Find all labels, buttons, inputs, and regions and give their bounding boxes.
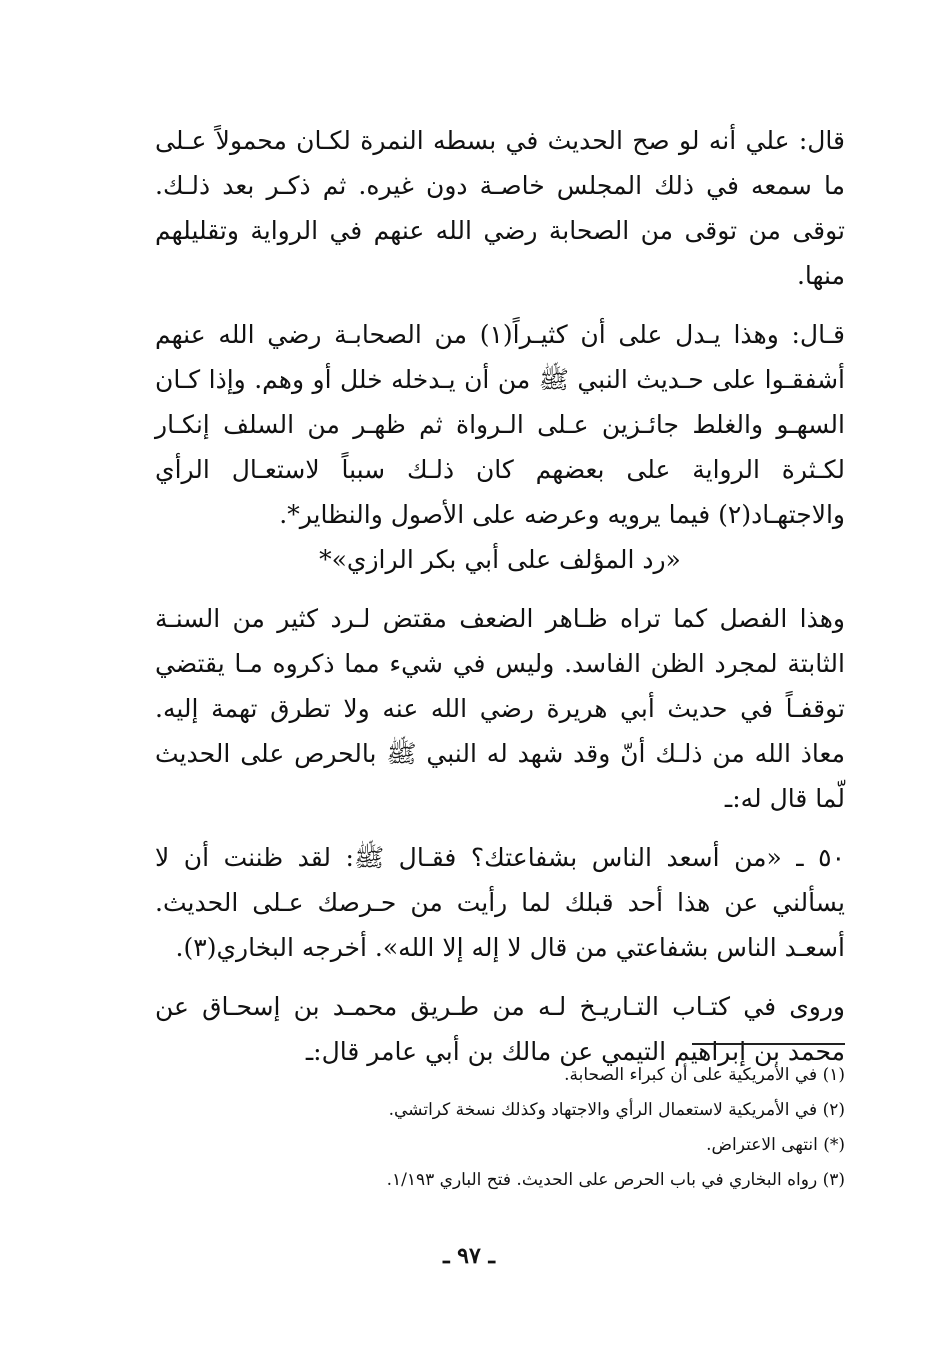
footnote-divider: [692, 1043, 845, 1045]
paragraph-1: قال: علي أنه لو صح الحديث في بسطه النمرة لكـان محمولاً عـلى ما سمعه في ذلك المجلس خاصـة دون غيره. ثم ذكـر بعد ذلـك. توقى من توقى من الصحابة رضي الله عنهم في الرواية وتقليلهم منها.: [155, 126, 845, 290]
footnote-2: (٢) في الأمريكية لاستعمال الرأي والاجتهاد وكذلك نسخة كراتشي.: [388, 1100, 845, 1120]
footnote-1: (١) في الأمريكية على أن كبراء الصحابة.: [564, 1065, 845, 1085]
footnote-3: (*) انتهى الاعتراض.: [706, 1135, 845, 1155]
paragraph-2: قـال: وهذا يـدل على أن كثيـراً(١) من الصحابـة رضي الله عنهم أشفقـوا على حـديث النبي ﷺ من أن يـدخله خلل أو وهم. وإذا كـان السهـو والغلط جائـزين عـلى الـرواة ثم ظهـر من السلف إنكـار لكـثرة الرواية على بعضهم كان ذلـك سبباً لاستعـال الرأي والاجتهـاد(٢) فيما يرويه وعرضه على الأصول والنظاير*.: [155, 320, 845, 529]
footnote-4: (٣) رواه البخاري في باب الحرص على الحديث. فتح الباري ١/١٩٣.: [386, 1170, 845, 1190]
section-heading: «رد المؤلف على أبي بكر الرازي»*: [319, 545, 681, 574]
paragraph-4: ٥٠ ـ «من أسعد الناس بشفاعتك؟ فقـال ﷺ: لقد ظننت أن لا يسألني عن هذا أحد قبلك لما رأيت من حـرصك عـلى الحديث. أسعـد الناس بشفاعتي من قال لا إله إلا الله». أخرجه البخاري(٣).: [155, 843, 845, 962]
paragraph-3: وهذا الفصل كما تراه ظـاهر الضعف مقتض لـرد كثير من السنـة الثابتة لمجرد الظن الفاسد. وليس في شيء مما ذكروه مـا يقتضي توقفـاً في حديث أبي هريرة رضي الله عنه ولا تطرق تهمة إليه. معاذ الله من ذلـك أنّ وقد شهد له النبي ﷺ بالحرص على الحديث لّما قال له:ـ: [155, 604, 845, 813]
main-text-block: [155, 118, 845, 1074]
footnotes-block: [155, 1058, 845, 1198]
paragraph-5: وروى في كتـاب التـاريـخ لـه من طـريق محمـد بن إسحـاق عن محمد بن إبراهيم التيمي عن مالك بن أبي عامر قال:ـ: [155, 992, 845, 1066]
page-number: ـ ٩٧ ـ: [443, 1243, 495, 1269]
